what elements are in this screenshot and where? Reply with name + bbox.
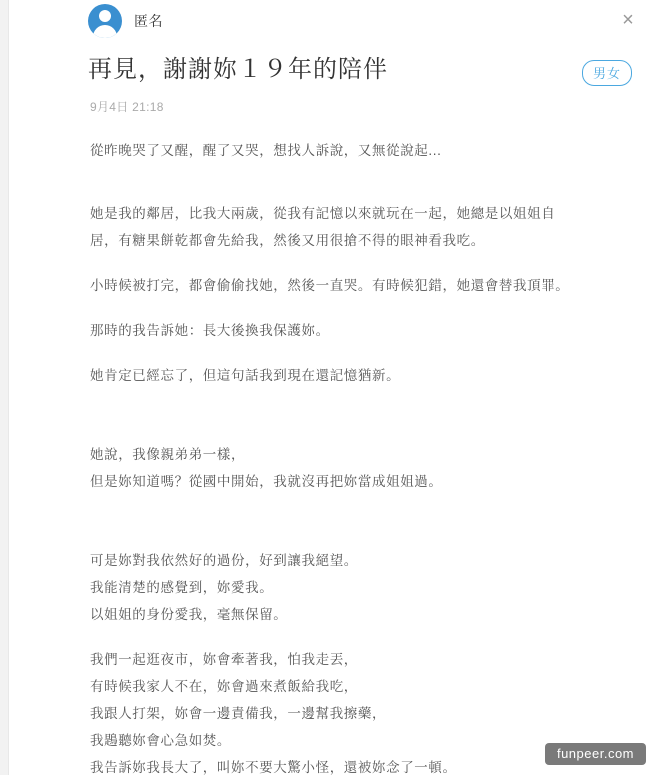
post-line: 從昨晚哭了又醒，醒了又哭，想找人訴說，又無從說起... xyxy=(90,143,442,159)
post-paragraph xyxy=(90,137,620,164)
post-line: 那時的我告訴她：長大後換我保護妳。 xyxy=(90,323,330,339)
post-paragraph xyxy=(90,362,620,389)
user-avatar-icon xyxy=(88,4,122,38)
post-line: 可是妳對我依然好的過份，好到讓我絕望。 xyxy=(90,553,358,569)
paragraph-spacer xyxy=(90,344,620,362)
post-line: 她是我的鄰居，比我大兩歲，從我有記憶以來就玩在一起，她總是以姐姐自 xyxy=(90,206,556,222)
post-paragraph xyxy=(90,547,620,628)
post-paragraph xyxy=(90,646,620,775)
post-line: 我跟人打架，妳會一邊責備我，一邊幫我擦藥， xyxy=(90,706,387,722)
title-row xyxy=(0,54,660,86)
paragraph-spacer xyxy=(90,628,620,646)
post-line: 以姐姐的身份愛我，毫無保留。 xyxy=(90,607,288,623)
avatar-body-shape xyxy=(93,25,117,38)
post-line: 她肯定已經忘了，但這句話我到現在還記憶猶新。 xyxy=(90,368,401,384)
left-rail xyxy=(0,0,9,775)
post-line: 她說，我像親弟弟一樣， xyxy=(90,447,246,463)
post-line: 我告訴妳我長大了，叫妳不要大驚小怪，還被妳念了一頓。 xyxy=(90,760,457,775)
post-paragraph xyxy=(90,441,620,495)
post-line: 我能清楚的感覺到，妳愛我。 xyxy=(90,580,274,596)
post-line: 我鶗聽妳會心急如焚。 xyxy=(90,733,231,749)
post-line: 小時候被打完，都會偷偷找她，然後一直哭。有時候犯錯，她還會替我頂罪。 xyxy=(90,278,570,294)
avatar-head-shape xyxy=(99,10,111,22)
post-timestamp: 9月4日 21:18 xyxy=(90,100,164,115)
page-title: 再見，謝謝妳１９年的陪伴 xyxy=(88,56,388,83)
post-paragraph xyxy=(90,200,620,254)
paragraph-spacer xyxy=(90,254,620,272)
category-tag[interactable]: 男女 xyxy=(582,60,632,86)
post-line: 居，有糖果餅乾都會先給我，然後又用很搶不得的眼神看我吃。 xyxy=(90,233,485,249)
post-line: 但是妳知道嗎？從國中開始，我就沒再把妳當成姐姐過。 xyxy=(90,474,443,490)
paragraph-spacer xyxy=(90,164,620,200)
post-line: 我們一起逛夜市，妳會牽著我，怕我走丟， xyxy=(90,652,358,668)
author-name: 匿名 xyxy=(134,13,163,29)
paragraph-spacer xyxy=(90,495,620,547)
site-watermark: funpeer.com xyxy=(545,743,646,765)
paragraph-spacer xyxy=(90,389,620,441)
paragraph-spacer xyxy=(90,299,620,317)
post-line: 有時候我家人不在，妳會過來煮飯給我吃， xyxy=(90,679,358,695)
post-paragraph xyxy=(90,272,620,299)
post-paragraph xyxy=(90,317,620,344)
post-header xyxy=(0,0,660,42)
post-body xyxy=(0,137,660,775)
close-icon[interactable]: × xyxy=(622,9,634,31)
